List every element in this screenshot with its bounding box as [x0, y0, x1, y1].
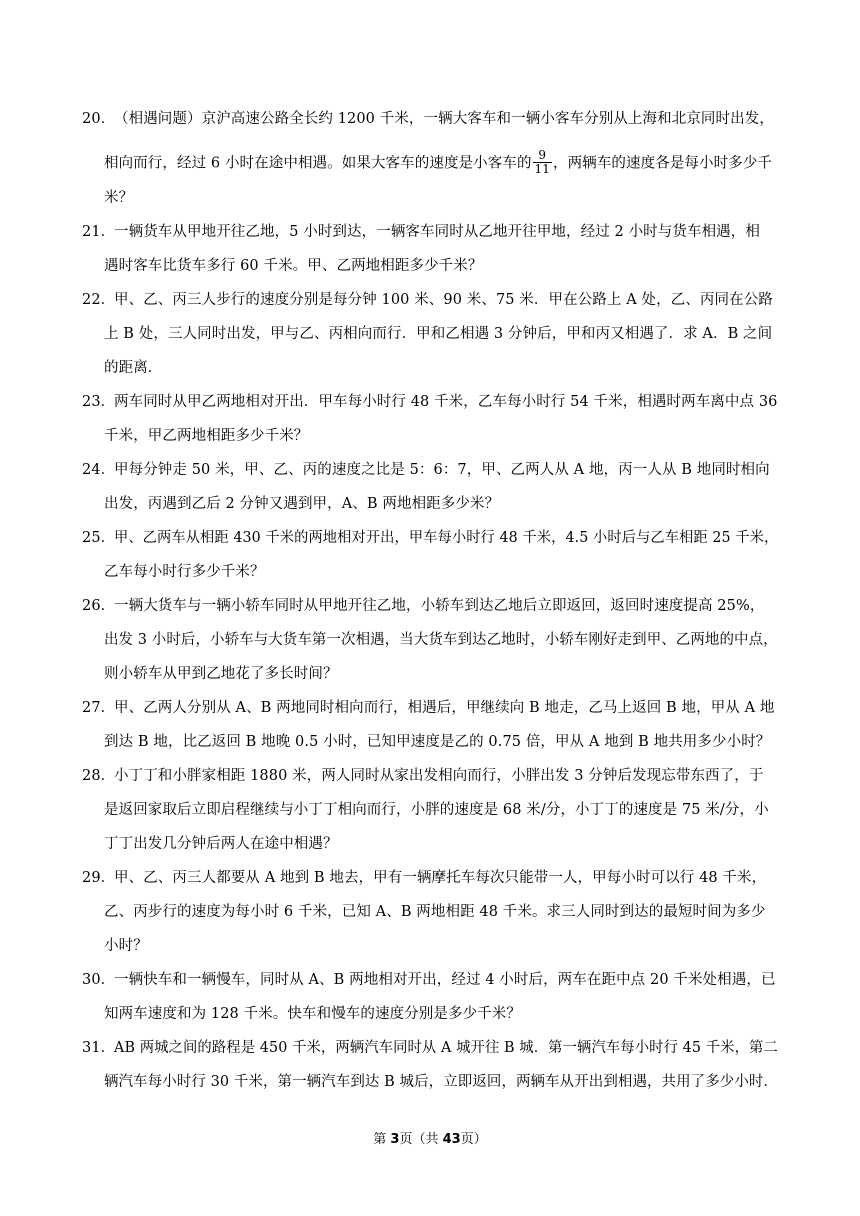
- problem-number: 21．: [82, 224, 116, 240]
- problem-text-line: 出发，丙遇到乙后 2 分钟又遇到甲，A、B 两地相距多少米？: [104, 496, 500, 512]
- problem-number: 30．: [82, 972, 116, 988]
- problem-text-line: 小时？: [104, 938, 148, 954]
- problem-text-line: 甲每分钟走 50 米，甲、乙、丙的速度之比是 5：6：7，甲、乙两人从 A 地，丙一人从 B 地同时相向: [114, 462, 770, 478]
- problem-number: 31．: [82, 1040, 116, 1056]
- problem-text-segment: 相向而行，经过 6 小时在途中相遇。如果大客车的速度是小客车的: [104, 155, 532, 172]
- problem-text-line: 到达 B 地，比乙返回 B 地晚 0.5 小时，已知甲速度是乙的 0.75 倍，甲从 A 地到 B 地共用多少小时？: [104, 734, 771, 750]
- problem-text-line: （相遇问题）京沪高速公路全长约 1200 千米，一辆大客车和一辆小客车分别从上海和北京同时出发，: [114, 111, 774, 127]
- problem-text-line: 乙、丙步行的速度为每小时 6 千米，已知 A、B 两地相距 48 千米。求三人同时到达的最短时间为多少: [104, 904, 766, 920]
- problem-text-line: 甲、乙、丙三人步行的速度分别是每分钟 100 米、90 米、75 米．甲在公路上 A 处，乙、丙同在公路: [114, 292, 773, 308]
- problem-text-line: 上 B 处，三人同时出发，甲与乙、丙相向而行．甲和乙相遇 3 分钟后，甲和丙又相遇了．求 A．B 之间: [104, 326, 773, 342]
- problem-number: 27．: [82, 700, 116, 716]
- problem-text-line: 小丁丁和小胖家相距 1880 米，两人同时从家出发相向而行，小胖出发 3 分钟后发现忘带东西了，于: [114, 768, 764, 784]
- total-page-count: 43: [442, 1132, 461, 1147]
- problem-number: 28．: [82, 768, 116, 784]
- problem-text-line: 乙车每小时行多少千米？: [104, 564, 265, 580]
- page-footer: [0, 1131, 860, 1149]
- problem-number: 20．: [82, 111, 116, 127]
- fraction-numerator: 9: [533, 149, 552, 163]
- problem-text-line: 甲、乙两车从相距 430 千米的两地相对开出，甲车每小时行 48 千米，4.5 小时后与乙车相距 25 千米，: [114, 530, 779, 546]
- problem-text-line: 丁丁出发几分钟后两人在途中相遇？: [104, 836, 338, 852]
- problem-text-line: [104, 150, 772, 177]
- fraction-denominator: 11: [534, 162, 551, 176]
- problem-number: 25．: [82, 530, 116, 546]
- problem-text-line: AB 两城之间的路程是 450 千米，两辆汽车同时从 A 城开往 B 城．第一辆汽车每小时行 45 千米，第二: [114, 1040, 778, 1056]
- problem-text-line: 则小轿车从甲到乙地花了多长时间？: [104, 666, 338, 682]
- problem-number: 29．: [82, 870, 116, 886]
- problem-text-line: 辆汽车每小时行 30 千米，第一辆汽车到达 B 城后，立即返回，两辆车从开出到相遇，共用了多少小时．: [104, 1074, 779, 1090]
- footer-suffix: 页）: [460, 1132, 487, 1147]
- problem-text-line: 一辆快车和一辆慢车，同时从 A、B 两地相对开出，经过 4 小时后，两车在距中点 20 千米处相遇，已: [114, 972, 776, 988]
- problem-text-line: 甲、乙、丙三人都要从 A 地到 B 地去，甲有一辆摩托车每次只能带一人，甲每小时可以行 48 千米，: [114, 870, 767, 886]
- problem-text-line: 一辆货车从甲地开往乙地，5 小时到达，一辆客车同时从乙地开往甲地，经过 2 小时与货车相遇，相: [114, 224, 760, 240]
- problem-number: 26．: [82, 598, 116, 614]
- problem-text-line: 两车同时从甲乙两地相对开出．甲车每小时行 48 千米，乙车每小时行 54 千米，相遇时两车离中点 36: [114, 394, 778, 410]
- footer-prefix: 第: [373, 1132, 391, 1147]
- problem-text-line: 出发 3 小时后，小轿车与大货车第一次相遇，当大货车到达乙地时，小轿车刚好走到甲、乙两地的中点，: [104, 632, 778, 648]
- problem-number: 24．: [82, 462, 116, 478]
- problem-text-line: 千米，甲乙两地相距多少千米？: [104, 428, 309, 444]
- footer-middle: 页（共: [399, 1132, 443, 1147]
- problem-number: 22．: [82, 292, 116, 308]
- problem-text-line: 米？: [104, 190, 134, 206]
- problem-text-line: 遇时客车比货车多行 60 千米。甲、乙两地相距多少千米？: [104, 258, 483, 274]
- problem-text-line: 的距离．: [104, 360, 163, 376]
- problem-text-line: 知两车速度和为 128 千米。快车和慢车的速度分别是多少千米？: [104, 1006, 521, 1022]
- problem-text-line: 甲、乙两人分别从 A、B 两地同时相向而行，相遇后，甲继续向 B 地走，乙马上返回 B 地，甲从 A 地: [114, 700, 775, 716]
- problem-text-segment: ，两辆车的速度各是每小时多少千: [553, 155, 773, 172]
- fraction: [533, 149, 552, 176]
- current-page-number: 3: [390, 1132, 400, 1147]
- problem-number: 23．: [82, 394, 116, 410]
- problem-text-line: 是返回家取后立即启程继续与小丁丁相向而行，小胖的速度是 68 米/分，小丁丁的速度是 75 米/分，小: [104, 802, 769, 818]
- problem-text-line: 一辆大货车与一辆小轿车同时从甲地开往乙地，小轿车到达乙地后立即返回，返回时速度提高 25%，: [114, 598, 765, 614]
